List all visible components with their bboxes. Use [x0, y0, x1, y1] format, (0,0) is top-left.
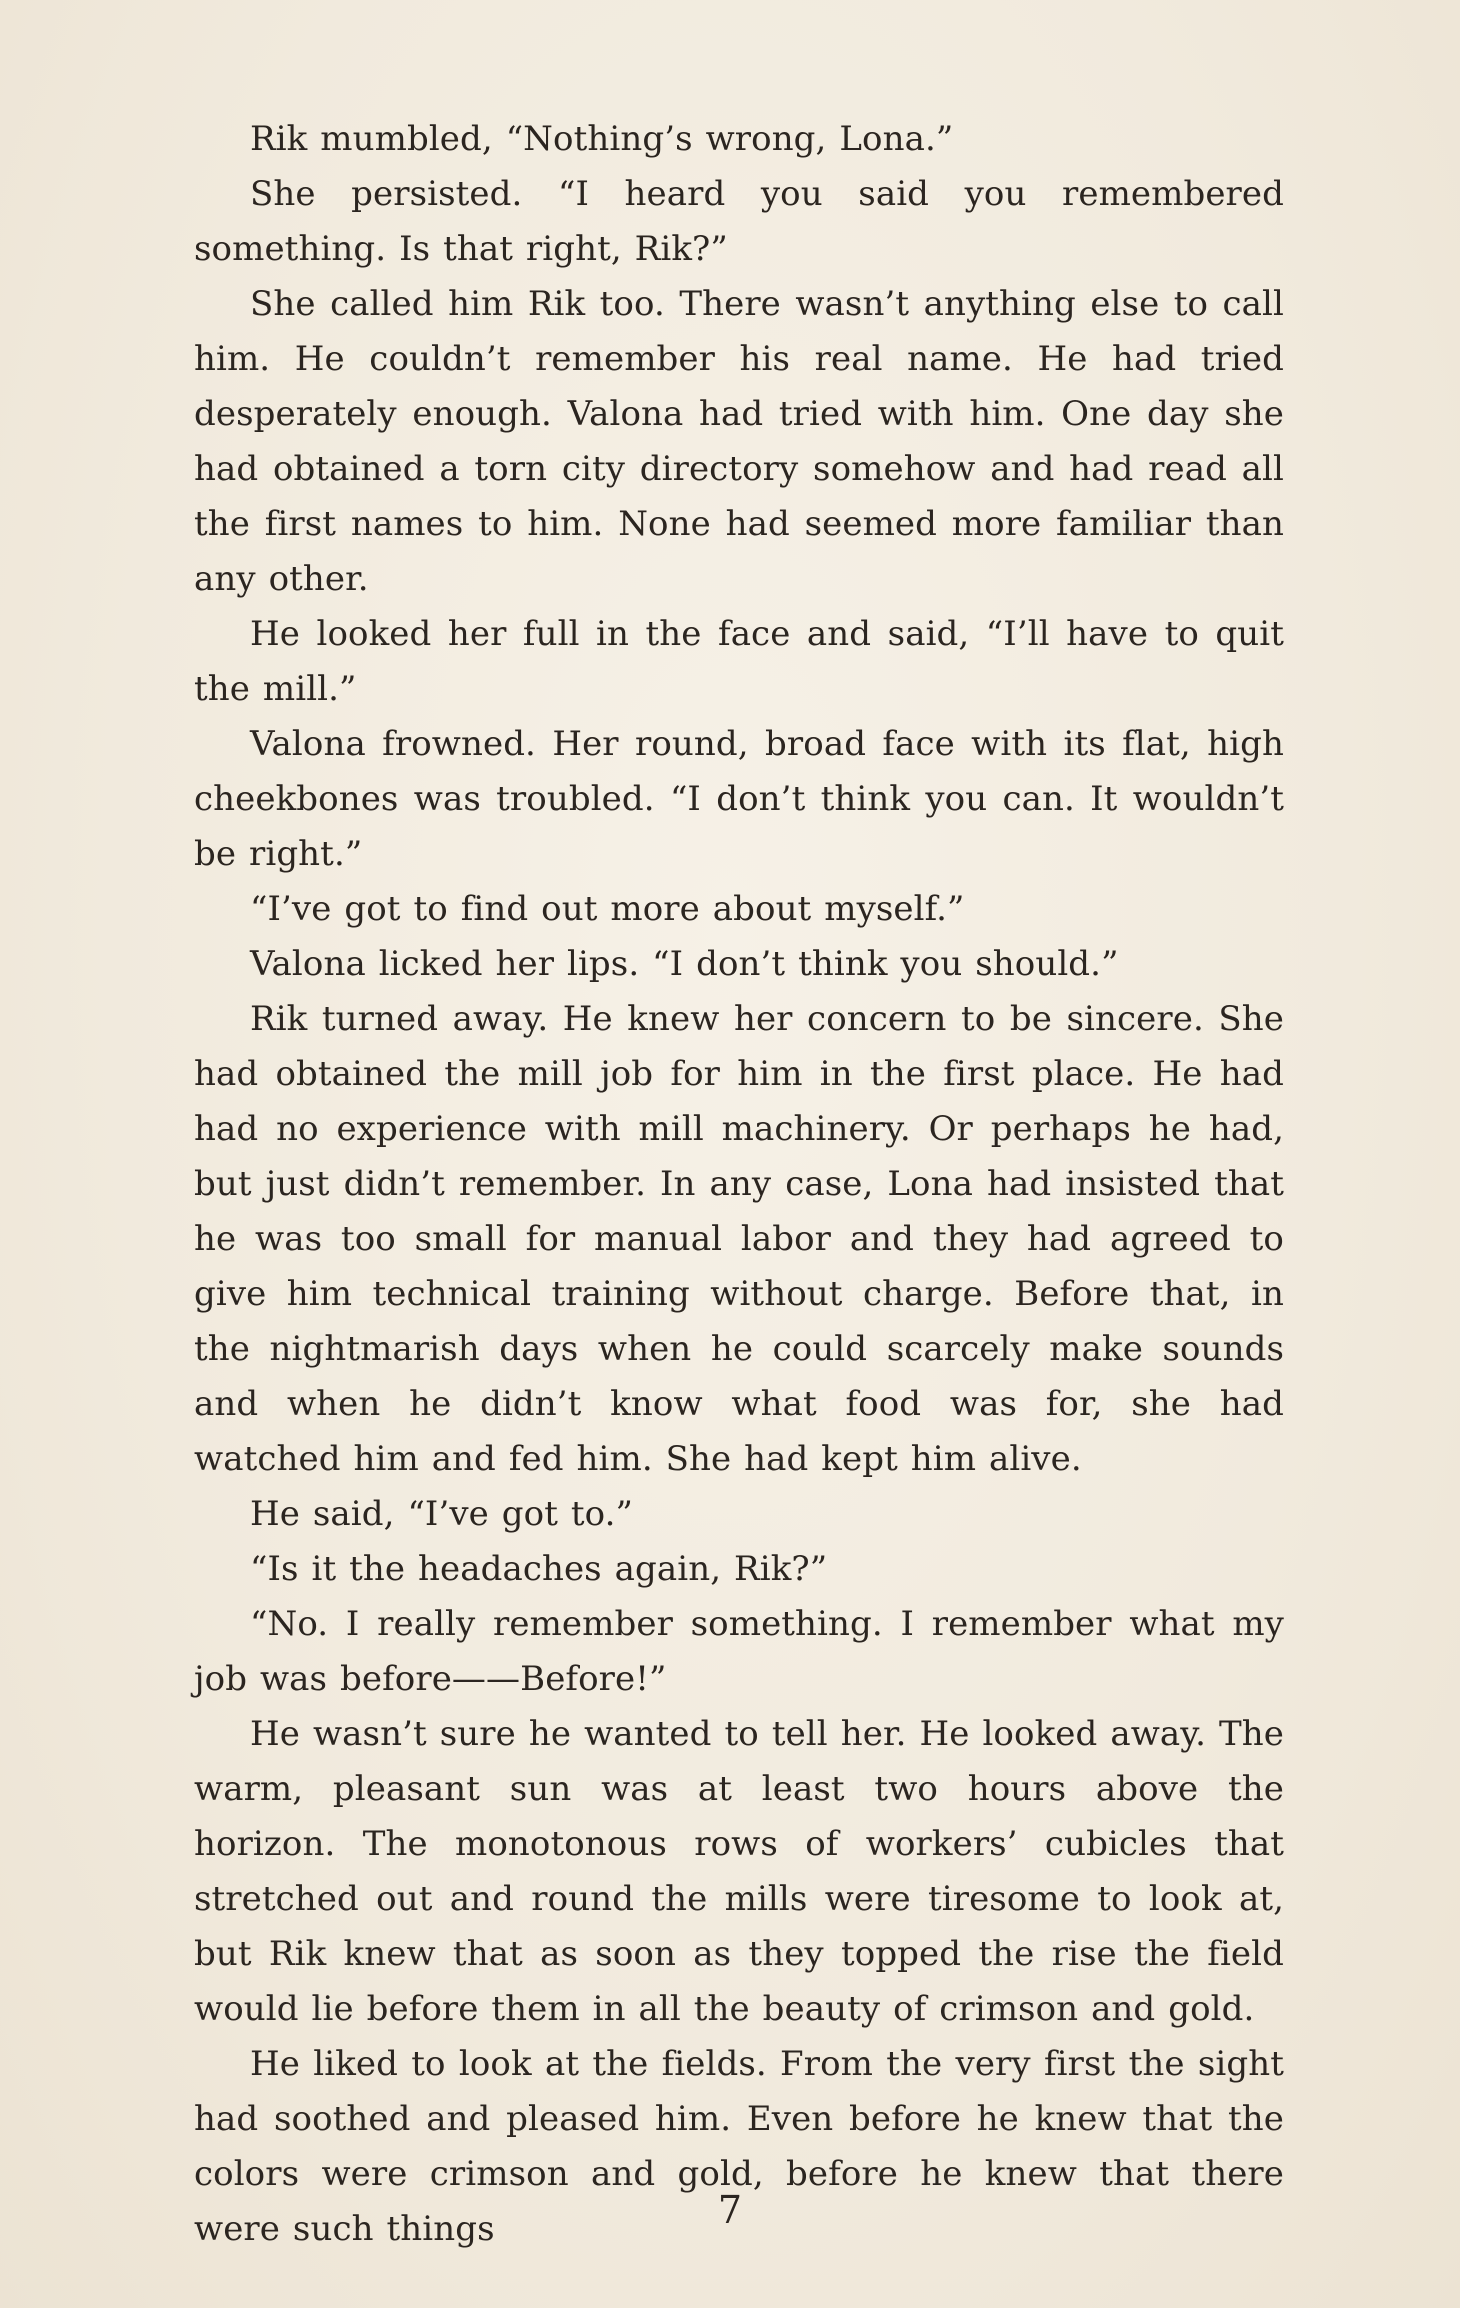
paragraph: “Is it the headaches again, Rik?”	[250, 1549, 828, 1589]
paragraph: She persisted. “I heard you said you remembered something. Is that right, Rik?”	[194, 174, 1284, 269]
paragraph: Rik turned away. He knew her concern to be sincere. She had obtained the mill job for him in the first place. He had had no experience with mill machinery. Or perhaps he had, but just didn’t remember. In any case, Lona had insisted that he was too small for manual labor and they had agreed to give him technical training without charge. Before that, in the nightmarish days when he could scarcely make sounds and when he didn’t know what food was for, she had watched him and fed him. She had kept him alive.	[194, 999, 1284, 1479]
paragraph: He wasn’t sure he wanted to tell her. He looked away. The warm, pleasant sun was at least two hours above the horizon. The monotonous rows of workers’ cubicles that stretched out and round the mills were tiresome to look at, but Rik knew that as soon as they topped the rise the field would lie before them in all the beauty of crimson and gold.	[194, 1714, 1284, 2029]
paragraph: Rik mumbled, “Nothing’s wrong, Lona.”	[250, 119, 954, 159]
paragraph: “I’ve got to find out more about myself.”	[250, 889, 965, 929]
page-number: 7	[717, 2188, 743, 2232]
paragraph: Valona licked her lips. “I don’t think you should.”	[250, 944, 1119, 984]
paragraph: He looked her full in the face and said, “I’ll have to quit the mill.”	[194, 614, 1284, 709]
paragraph: He liked to look at the fields. From the very first the sight had soothed and pleased him. Even before he knew that the colors were crimson and gold, before he knew that there were such things	[194, 2044, 1284, 2249]
paragraph: She called him Rik too. There wasn’t anything else to call him. He couldn’t remember his real name. He had tried desperately enough. Valona had tried with him. One day she had obtained a torn city directory somehow and had read all the first names to him. None had seemed more familiar than any other.	[194, 284, 1284, 599]
paragraph: Valona frowned. Her round, broad face with its flat, high cheekbones was troubled. “I don’t think you can. It wouldn’t be right.”	[194, 724, 1284, 874]
paragraph: “No. I really remember something. I remember what my job was before——Before!”	[194, 1604, 1284, 1699]
paragraph: He said, “I’ve got to.”	[250, 1494, 634, 1534]
body-text	[194, 112, 1284, 2257]
